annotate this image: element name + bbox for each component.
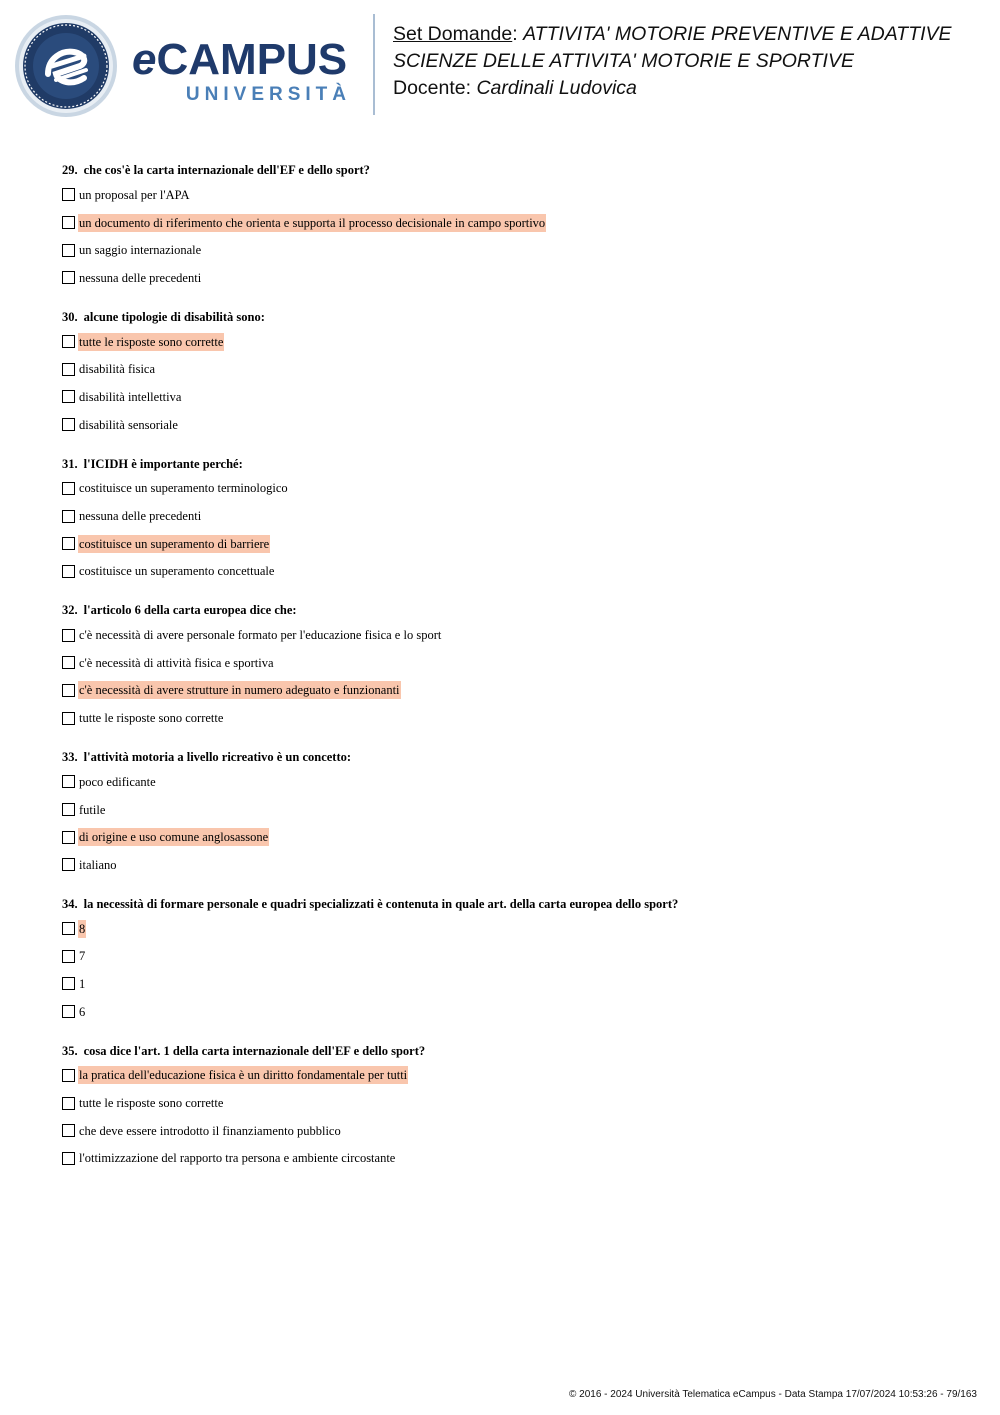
question-text: cosa dice l'art. 1 della carta internazionale dell'EF e dello sport? — [83, 1043, 426, 1058]
question-text: l'attività motoria a livello ricreativo è un concetto: — [83, 750, 352, 764]
set-title: ATTIVITA' MOTORIE PREVENTIVE E ADATTIVE — [523, 23, 952, 45]
answer-text: nessuna delle precedenti — [79, 270, 202, 285]
question-block — [62, 601, 962, 732]
answer-text: c'è necessità di attività fisica e sportiva — [79, 655, 274, 670]
brand-subtitle: UNIVERSITÀ — [185, 84, 351, 105]
answer-option[interactable] — [62, 915, 962, 943]
answer-option[interactable] — [62, 209, 962, 237]
answer-text: poco edificante — [79, 774, 156, 789]
set-label: Set Domande — [393, 23, 513, 45]
answer-text: che deve essere introdotto il finanziamento pubblico — [79, 1123, 341, 1138]
answer-option[interactable] — [62, 383, 962, 411]
answer-text: tutte le risposte sono corrette — [79, 1096, 224, 1111]
answer-checkbox[interactable] — [62, 858, 75, 871]
answer-text: 1 — [79, 976, 86, 991]
answer-option[interactable] — [62, 1117, 962, 1145]
question-list — [62, 161, 962, 1188]
answer-checkbox[interactable] — [62, 537, 75, 550]
answer-checkbox[interactable] — [62, 188, 75, 201]
header-info — [393, 21, 952, 102]
brand-prefix: e — [132, 35, 157, 84]
question-title — [62, 308, 962, 328]
set-line — [393, 21, 952, 48]
question-title — [62, 895, 962, 915]
brand-name: CAMPUS — [156, 35, 348, 84]
ecampus-seal-logo — [14, 14, 118, 118]
answer-option[interactable] — [62, 823, 962, 851]
answer-checkbox[interactable] — [62, 244, 75, 257]
answer-text: un saggio internazionale — [79, 243, 202, 258]
answer-checkbox[interactable] — [62, 482, 75, 495]
answer-option[interactable] — [62, 942, 962, 970]
brand-wordmark — [132, 35, 357, 106]
question-number: 31. — [62, 456, 78, 471]
answer-text-highlighted: tutte le risposte sono corrette — [79, 334, 224, 349]
question-block — [62, 895, 962, 1026]
question-text: che cos'è la carta internazionale dell'EF e dello sport? — [83, 163, 370, 177]
answer-text: nessuna delle precedenti — [79, 509, 202, 524]
answer-checkbox[interactable] — [62, 216, 75, 229]
answer-text-highlighted: 8 — [79, 921, 86, 936]
question-text: l'ICIDH è importante perché: — [83, 456, 243, 471]
answer-text: disabilità intellettiva — [79, 389, 182, 404]
answer-text: un proposal per l'APA — [79, 187, 190, 202]
answer-option[interactable] — [62, 1089, 962, 1117]
answer-text: disabilità fisica — [79, 362, 156, 377]
answer-text: disabilità sensoriale — [79, 417, 178, 432]
question-title — [62, 748, 962, 768]
answer-text-highlighted: di origine e uso comune anglosassone — [79, 830, 269, 845]
answer-option[interactable] — [62, 621, 962, 649]
answer-text: c'è necessità di avere personale formato per l'educazione fisica e lo sport — [79, 628, 442, 643]
answer-option[interactable] — [62, 796, 962, 824]
answer-checkbox[interactable] — [62, 510, 75, 523]
answer-option[interactable] — [62, 998, 962, 1026]
question-text: l'articolo 6 della carta europea dice che: — [83, 603, 297, 618]
teacher-name: Cardinali Ludovica — [476, 77, 637, 99]
question-block — [62, 455, 962, 586]
question-block — [62, 161, 962, 292]
answer-checkbox[interactable] — [62, 950, 75, 963]
set-separator: : — [512, 23, 524, 45]
answer-option[interactable] — [62, 264, 962, 292]
question-number: 29. — [62, 163, 78, 177]
answer-option[interactable] — [62, 704, 962, 732]
answer-checkbox[interactable] — [62, 803, 75, 816]
answer-option[interactable] — [62, 502, 962, 530]
answer-option[interactable] — [62, 649, 962, 677]
answer-checkbox[interactable] — [62, 1069, 75, 1082]
answer-option[interactable] — [62, 328, 962, 356]
answer-option[interactable] — [62, 181, 962, 209]
answer-checkbox[interactable] — [62, 271, 75, 284]
answer-text-highlighted: c'è necessità di avere strutture in numero adeguato e funzionanti — [79, 683, 400, 698]
teacher-line — [393, 75, 952, 102]
question-title — [62, 455, 962, 475]
answer-checkbox[interactable] — [62, 565, 75, 578]
answer-option[interactable] — [62, 851, 962, 879]
answer-option[interactable] — [62, 475, 962, 503]
answer-text: tutte le risposte sono corrette — [79, 711, 224, 726]
answer-option[interactable] — [62, 1145, 962, 1173]
question-block — [62, 308, 962, 439]
question-text: la necessità di formare personale e quadri specializzati è contenuta in quale art. della carta europea dello sport? — [83, 896, 679, 911]
question-number: 30. — [62, 309, 78, 324]
question-number: 34. — [62, 896, 78, 911]
answer-text: costituisce un superamento terminologico — [79, 481, 288, 496]
answer-checkbox[interactable] — [62, 1152, 75, 1165]
answer-text: futile — [79, 802, 106, 817]
answer-text-highlighted: costituisce un superamento di barriere — [79, 536, 270, 551]
teacher-label: Docente: — [393, 77, 477, 99]
answer-text: l'ottimizzazione del rapporto tra persona e ambiente circostante — [79, 1151, 396, 1166]
answer-text-highlighted: un documento di riferimento che orienta e supporta il processo decisionale in campo sportivo — [79, 215, 546, 230]
course-title: SCIENZE DELLE ATTIVITA' MOTORIE E SPORTIVE — [393, 50, 854, 72]
answer-text: 6 — [79, 1004, 86, 1019]
answer-text: italiano — [79, 857, 117, 872]
answer-option[interactable] — [62, 411, 962, 439]
question-text: alcune tipologie di disabilità sono: — [83, 309, 265, 324]
question-title — [62, 161, 962, 181]
answer-checkbox[interactable] — [62, 418, 75, 431]
answer-option[interactable] — [62, 970, 962, 998]
question-title — [62, 1042, 962, 1062]
answer-option[interactable] — [62, 558, 962, 586]
answer-option[interactable] — [62, 236, 962, 264]
header-divider — [373, 14, 375, 115]
page-header — [0, 0, 1000, 130]
answer-checkbox[interactable] — [62, 977, 75, 990]
question-number: 32. — [62, 603, 78, 618]
answer-checkbox[interactable] — [62, 629, 75, 642]
answer-option[interactable] — [62, 768, 962, 796]
answer-checkbox[interactable] — [62, 684, 75, 697]
answer-option[interactable] — [62, 1062, 962, 1090]
answer-checkbox[interactable] — [62, 712, 75, 725]
answer-option[interactable] — [62, 677, 962, 705]
page-footer: © 2016 - 2024 Università Telematica eCampus - Data Stampa 17/07/2024 10:53:26 - 79/163 — [569, 1389, 977, 1400]
answer-text: 7 — [79, 949, 86, 964]
answer-option[interactable] — [62, 355, 962, 383]
question-number: 33. — [62, 750, 78, 764]
answer-text: costituisce un superamento concettuale — [79, 564, 275, 579]
answer-checkbox[interactable] — [62, 656, 75, 669]
question-block — [62, 748, 962, 879]
answer-checkbox[interactable] — [62, 390, 75, 403]
answer-option[interactable] — [62, 530, 962, 558]
answer-checkbox[interactable] — [62, 775, 75, 788]
answer-checkbox[interactable] — [62, 922, 75, 935]
answer-checkbox[interactable] — [62, 363, 75, 376]
answer-checkbox[interactable] — [62, 335, 75, 348]
question-title — [62, 601, 962, 621]
question-block — [62, 1042, 962, 1173]
answer-checkbox[interactable] — [62, 1005, 75, 1018]
answer-text-highlighted: la pratica dell'educazione fisica è un diritto fondamentale per tutti — [79, 1068, 408, 1083]
question-number: 35. — [62, 1043, 78, 1058]
answer-checkbox[interactable] — [62, 831, 75, 844]
answer-checkbox[interactable] — [62, 1124, 75, 1137]
answer-checkbox[interactable] — [62, 1097, 75, 1110]
